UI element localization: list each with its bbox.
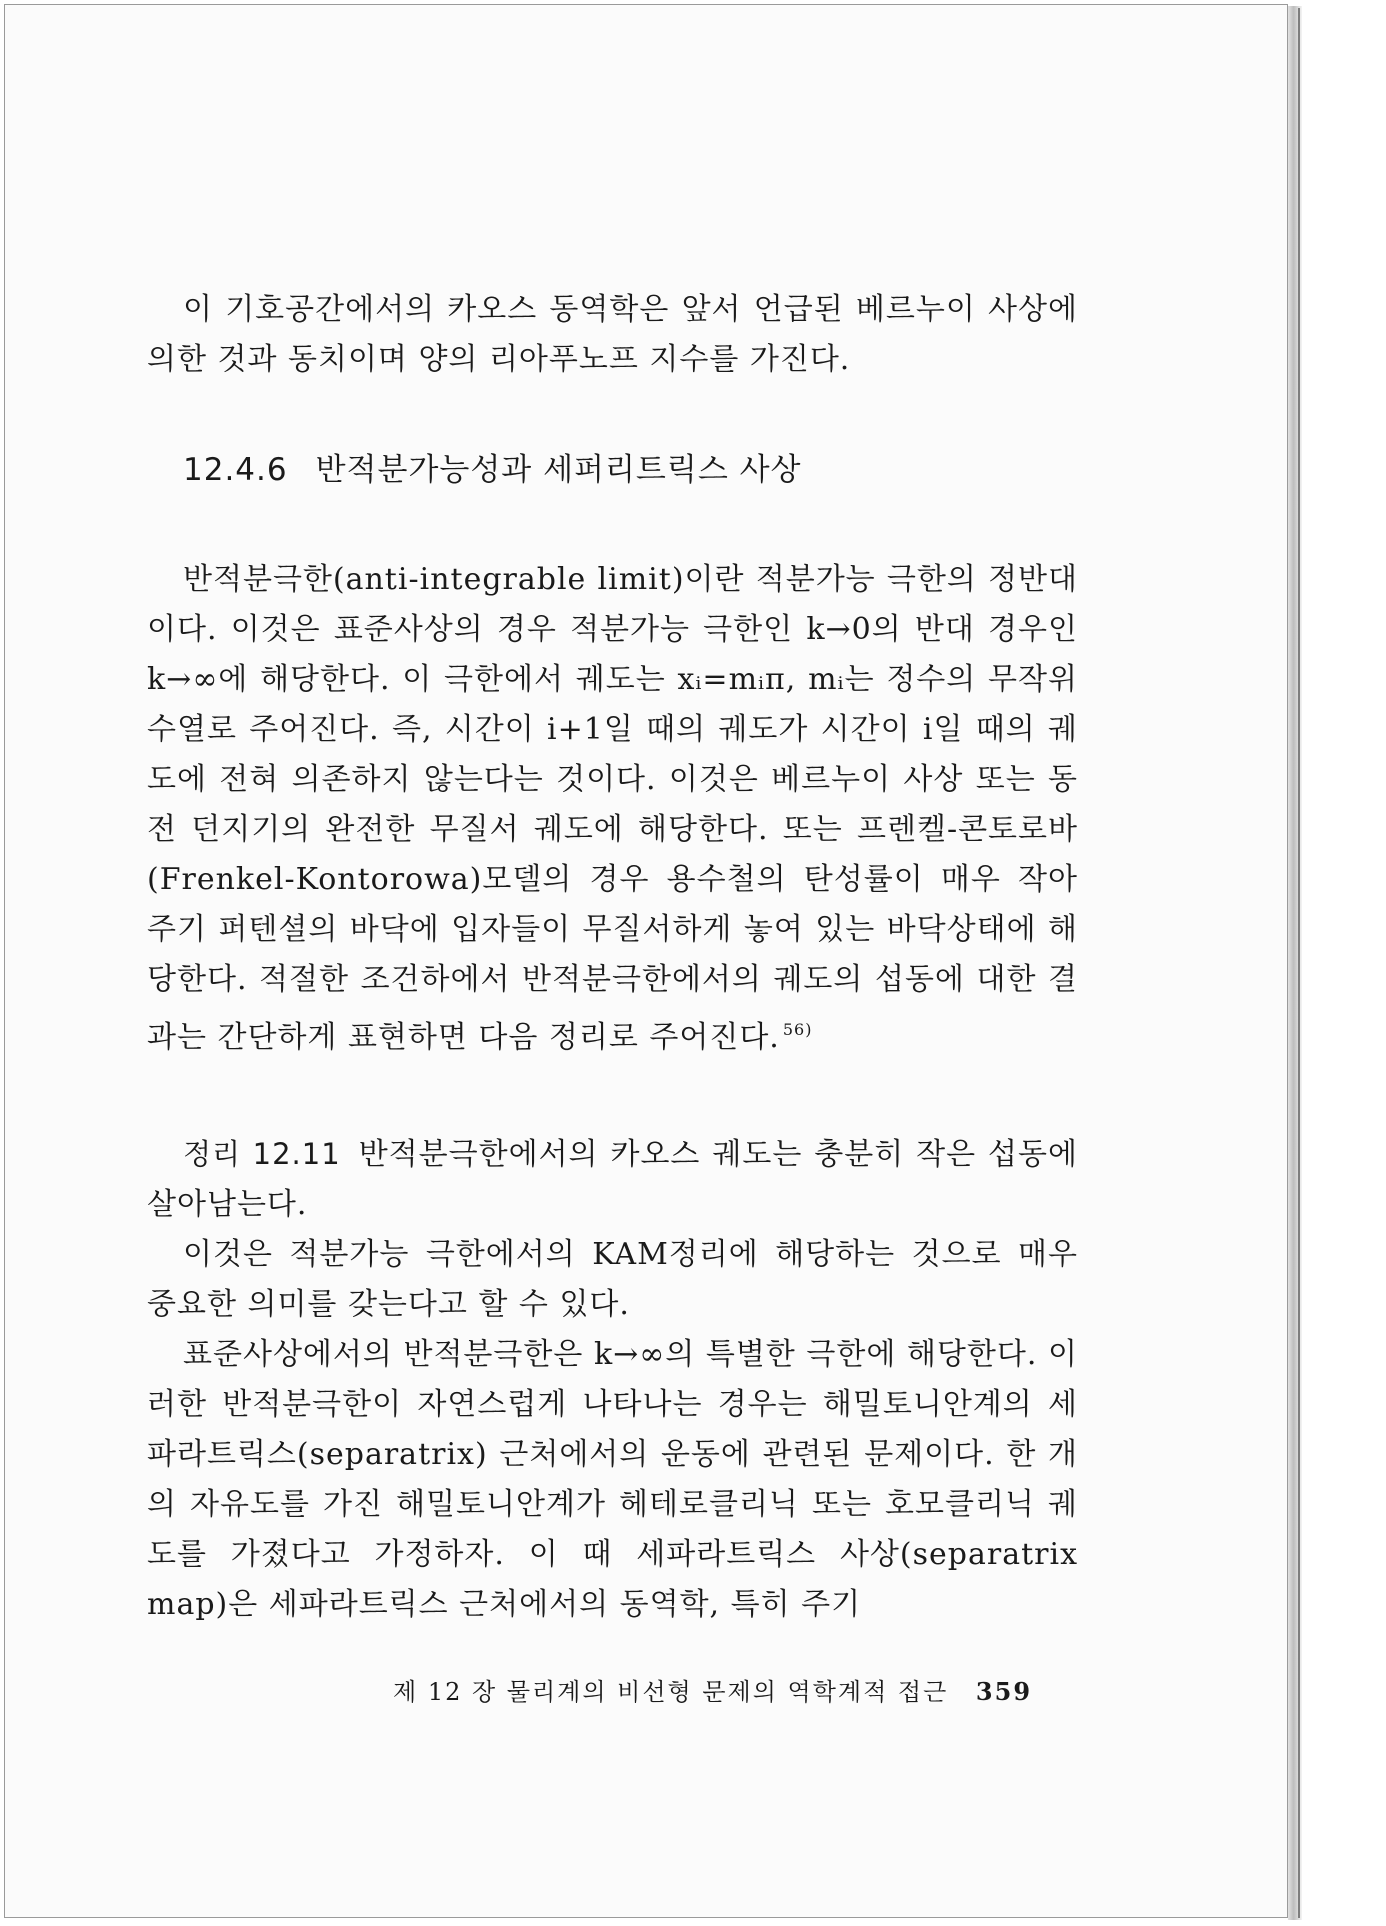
theorem-label: 정리 12.11 (183, 1137, 341, 1171)
anti-integrable-paragraph (147, 555, 1078, 1063)
page-number: 359 (975, 1677, 1033, 1706)
intro-paragraph: 이 기호공간에서의 카오스 동역학은 앞서 언급된 베르누이 사상에 의한 것과 동치이며 양의 리아푸노프 지수를 가진다. (147, 292, 1078, 377)
running-footer (393, 1672, 1032, 1707)
theorem-text: 반적분극한에서의 카오스 궤도는 충분히 작은 섭동에 살아남는다. (147, 1137, 1078, 1222)
theorem-statement (147, 1129, 1078, 1230)
footnote-reference: 56) (782, 1020, 813, 1039)
page-content (147, 285, 1078, 1630)
page-edge-line (1298, 8, 1300, 1918)
anti-integrable-text: 반적분극한(anti-integrable limit)이란 적분가능 극한의 정반대이다. 이것은 표준사상의 경우 적분가능 극한인 k→0의 반대 경우인 k→∞에 해당한다. 이 극한에서 궤도는 xᵢ=mᵢπ, mᵢ는 정수의 무작위 수열로 주어진다. 즉, 시간이 i+1일 때의 궤도가 시간이 i일 때의 궤도에 전혀 의존하지 않는다는 것이다. 이것은 베르누이 사상 또는 동전 던지기의 완전한 무질서 궤도에 해당한다. 또는 프렌켈-콘토로바(Frenkel-Kontorowa)모델의 경우 용수철의 탄성률이 매우 작아 주기 퍼텐셜의 바닥에 입자들이 무질서하게 놓여 있는 바닥상태에 해당한다. 적절한 조건하에서 반적분극한에서의 궤도의 섭동에 대한 결과는 간단하게 표현하면 다음 정리로 주어진다. (147, 562, 1078, 1055)
separatrix-paragraph: 표준사상에서의 반적분극한은 k→∞의 특별한 극한에 해당한다. 이러한 반적분극한이 자연스럽게 나타나는 경우는 해밀토니안계의 세파라트릭스(separatrix) 근처에서의 운동에 관련된 문제이다. 한 개의 자유도를 가진 해밀토니안계가 헤테로클리닉 또는 호모클리닉 궤도를 가졌다고 가정하자. 이 때 세파라트릭스 사상(separatrix map)은 세파라트릭스 근처에서의 동역학, 특히 주기 (147, 1337, 1078, 1622)
section-heading (183, 445, 1078, 495)
section-title: 반적분가능성과 세퍼리트릭스 사상 (315, 452, 802, 488)
footer-title: 물리계의 비선형 문제의 역학계적 접근 (506, 1678, 949, 1706)
section-number: 12.4.6 (183, 452, 288, 488)
footer-chapter: 제 12 장 (393, 1678, 498, 1706)
kam-paragraph: 이것은 적분가능 극한에서의 KAM정리에 해당하는 것으로 매우 중요한 의미를 갖는다고 할 수 있다. (147, 1237, 1078, 1322)
